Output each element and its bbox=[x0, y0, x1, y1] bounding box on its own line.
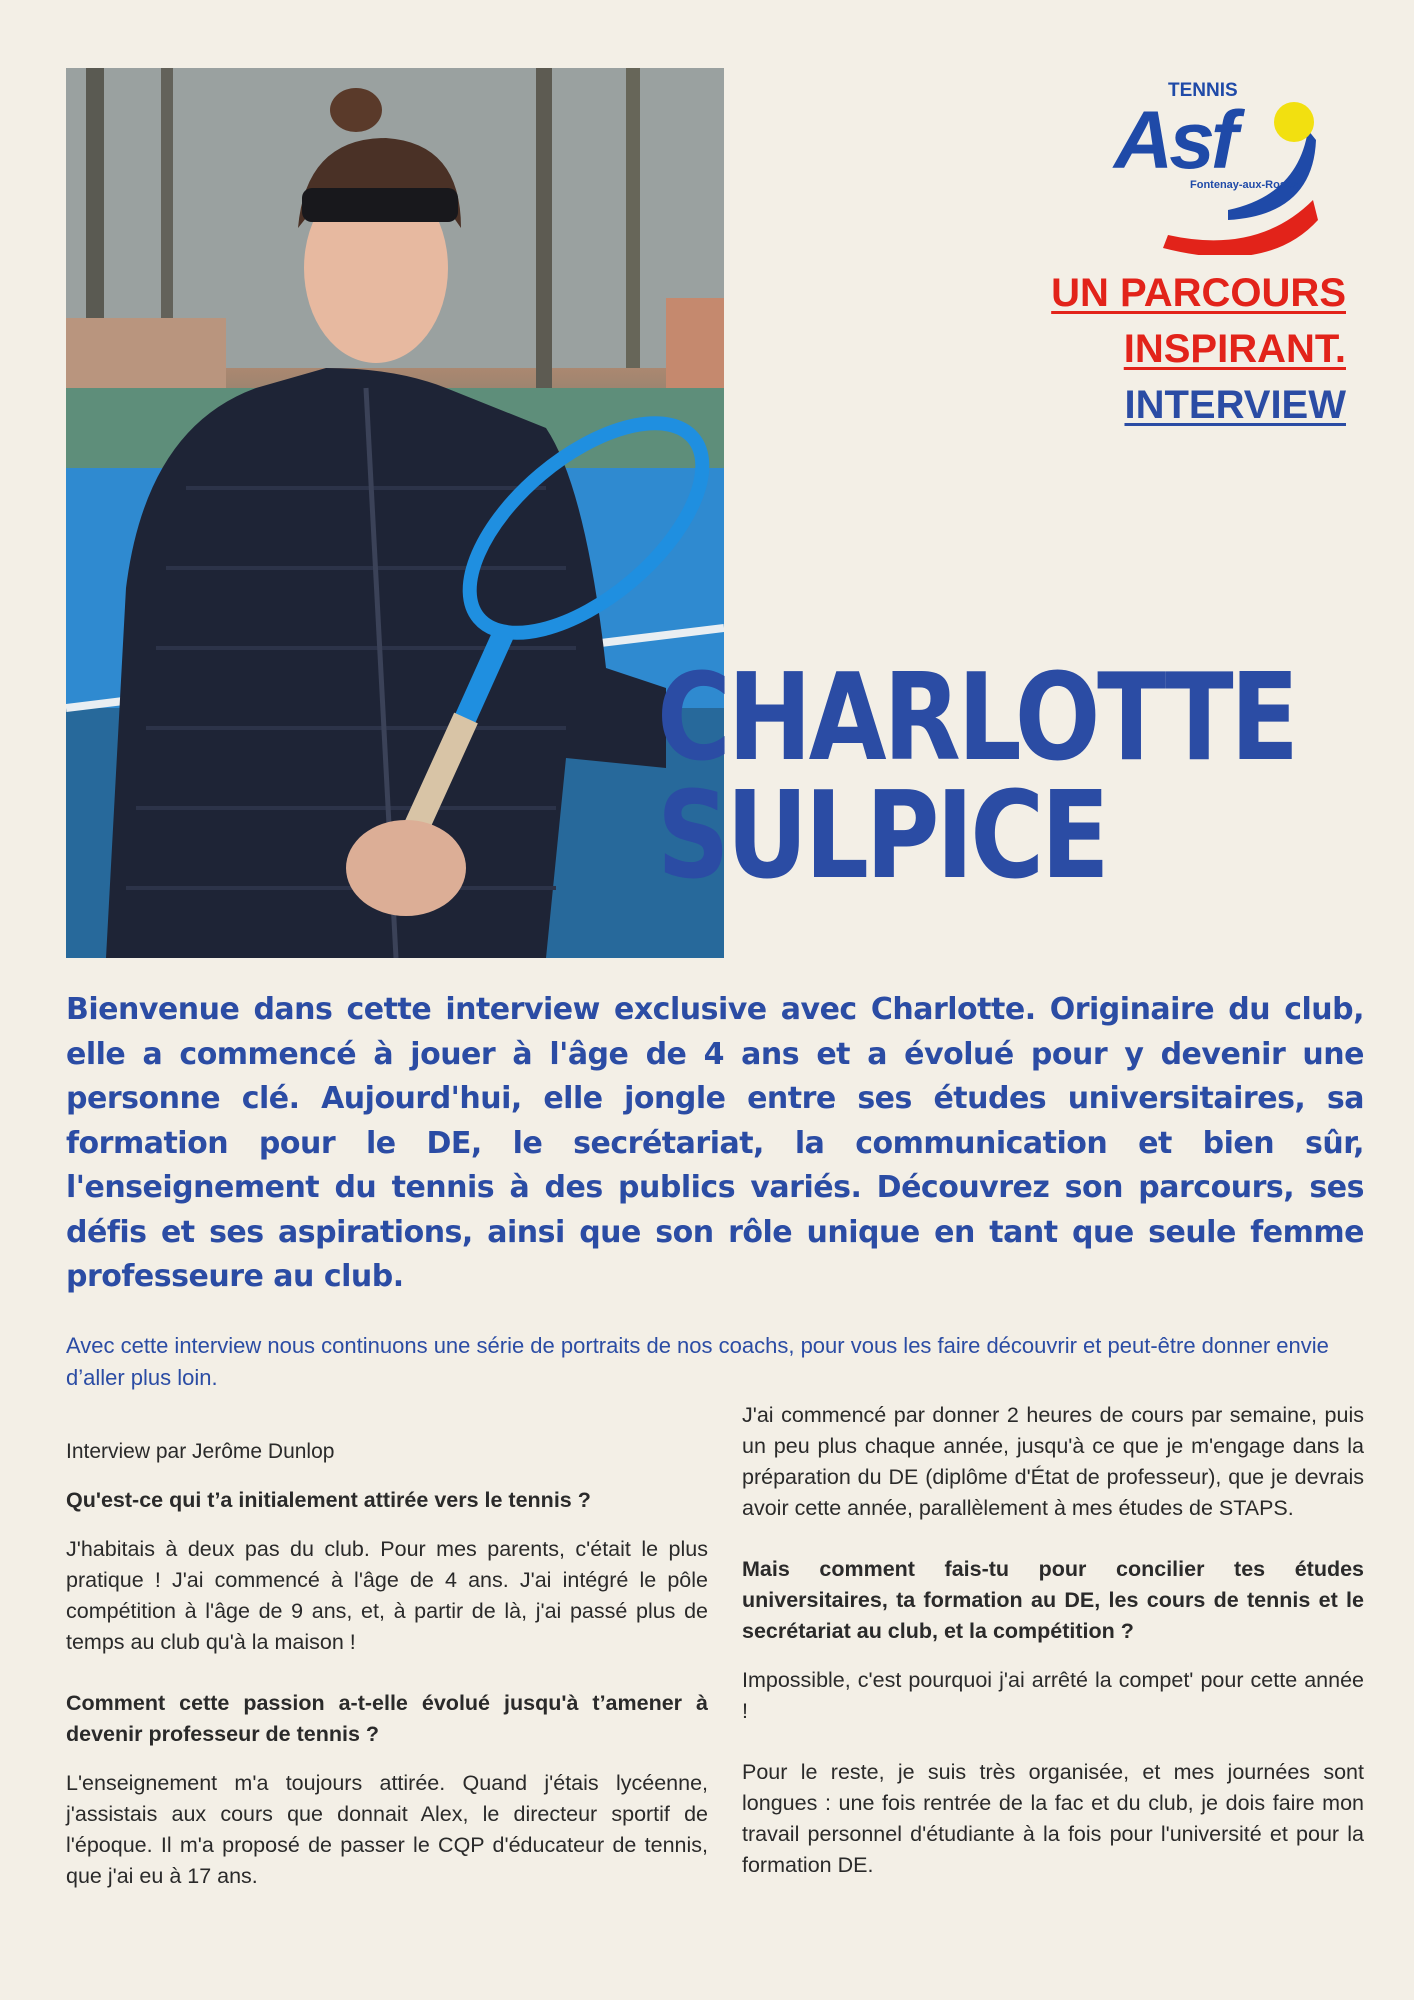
question-1: Qu'est-ce qui t’a initialement attirée vers le tennis ? bbox=[66, 1488, 591, 1512]
answer-3-part-1: Impossible, c'est pourquoi j'ai arrêté la compet' pour cette année ! bbox=[742, 1668, 1364, 1723]
answer-2-continued: J'ai commencé par donner 2 heures de cours par semaine, puis un peu plus chaque année, jusqu'à ce que je m'engage dans la préparation du DE (diplôme d'État de professeur), que je devrais avoir cette année, parallèlement à mes études de STAPS. bbox=[742, 1403, 1364, 1520]
first-name: CHARLOTTE bbox=[657, 649, 1296, 788]
headline bbox=[1051, 265, 1346, 433]
question-3: Mais comment fais-tu pour concilier tes études universitaires, ta formation au DE, les cours de tennis et le secrétariat au club, et la compétition ? bbox=[742, 1557, 1364, 1643]
portrait-photo bbox=[66, 68, 724, 958]
headline-line-2: INSPIRANT. bbox=[1123, 327, 1346, 371]
logo-asf-text: Asf bbox=[1114, 95, 1235, 186]
right-column bbox=[742, 1400, 1364, 1911]
last-name: SULPICE bbox=[657, 767, 1107, 906]
asf-logo bbox=[1108, 70, 1328, 255]
answer-3-part-2: Pour le reste, je suis très organisée, et mes journées sont longues : une fois rentrée de la fac et du club, je dois faire mon travail personnel d'étudiante à la fois pour l'université et pour la formation DE. bbox=[742, 1760, 1364, 1877]
coach-name bbox=[657, 649, 1296, 906]
answer-2: L'enseignement m'a toujours attirée. Quand j'étais lycéenne, j'assistais aux cours que donnait Alex, le directeur sportif de l'époque. Il m'a proposé de passer le CQP d'éducateur de tennis, que j'ai eu à 17 ans. bbox=[66, 1771, 708, 1888]
logo-location-text: Fontenay-aux-Roses bbox=[1190, 179, 1299, 191]
question-2: Comment cette passion a-t-elle évolué jusqu'à t’amener à devenir professeur de tennis ? bbox=[66, 1691, 708, 1746]
left-column bbox=[66, 1436, 708, 1922]
headline-line-3: INTERVIEW bbox=[1124, 383, 1346, 427]
logo-tennis-text: TENNIS bbox=[1168, 80, 1238, 101]
interview-credit: Interview par Jerôme Dunlop bbox=[66, 1440, 335, 1463]
headline-line-1: UN PARCOURS bbox=[1051, 271, 1346, 315]
intro-paragraph: Bienvenue dans cette interview exclusive avec Charlotte. Originaire du club, elle a commencé à jouer à l'âge de 4 ans et a évolué pour y devenir une personne clé. Aujourd'hui, elle jongle entre ses études universitaires, sa formation pour le DE, le secrétariat, la communication et bien sûr, l'enseignement du tennis à des publics variés. Découvrez son parcours, ses défis et ses aspirations, ainsi que son rôle unique en tant que seule femme professeure au club. bbox=[66, 992, 1364, 1294]
series-note: Avec cette interview nous continuons une série de portraits de nos coachs, pour vous les faire découvrir et peut-être donner envie d’aller plus loin. bbox=[66, 1333, 1329, 1390]
answer-1: J'habitais à deux pas du club. Pour mes parents, c'était le plus pratique ! J'ai commencé à l'âge de 4 ans. J'ai intégré le pôle compétition à l'âge de 9 ans, et, à partir de là, j'ai passé plus de temps au club qu'à la maison ! bbox=[66, 1537, 708, 1654]
